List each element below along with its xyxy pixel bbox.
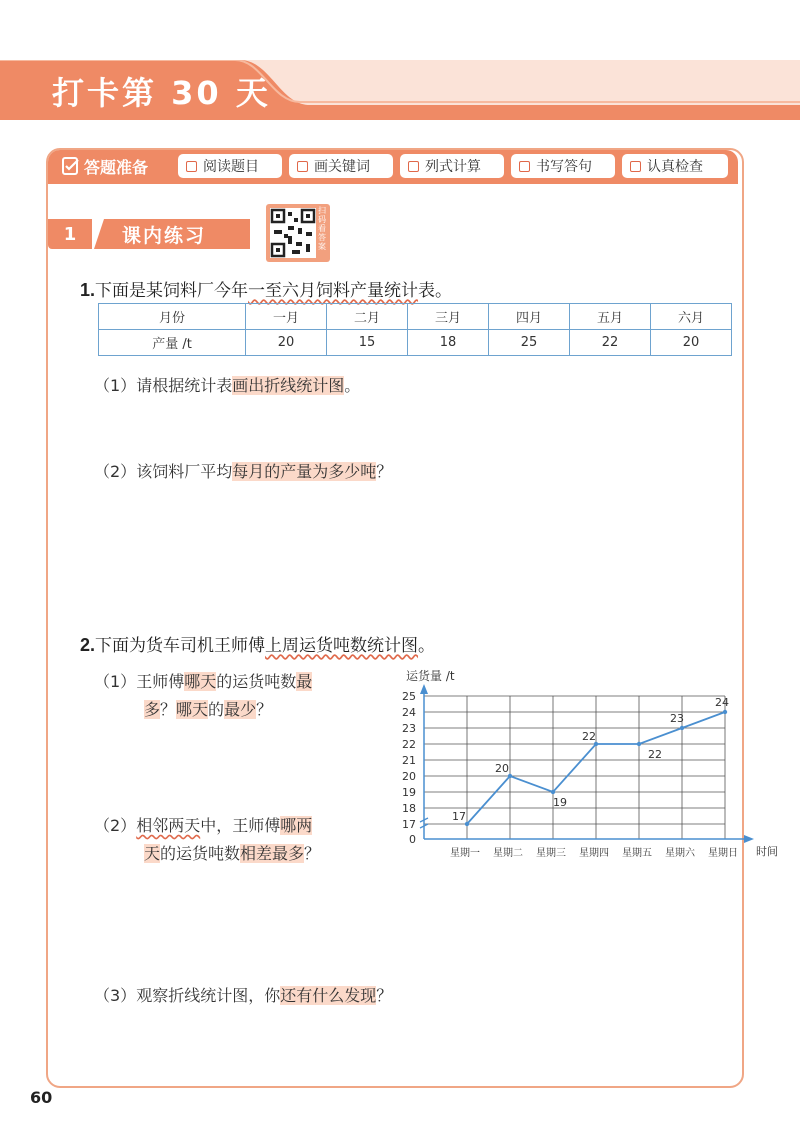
prep-step-label: 画关键词 — [314, 159, 370, 175]
data-point — [680, 726, 684, 730]
table-cell: 20 — [246, 330, 327, 356]
sub-text-end: ？ — [376, 462, 393, 481]
prep-step-label: 认真检查 — [647, 159, 703, 175]
sub-keyword: 最 — [296, 672, 313, 691]
table-cell: 二月 — [327, 304, 408, 330]
sub-keyword: 哪天 — [184, 672, 217, 691]
page-number: 60 — [30, 1088, 53, 1107]
sub-text: 请根据统计表 — [136, 376, 233, 395]
y-tick-label: 21 — [402, 754, 416, 767]
prep-step-label: 书写答句 — [536, 159, 592, 175]
y-tick-label: 23 — [402, 722, 416, 735]
sub-number: （2） — [94, 816, 137, 835]
prep-step-check — [622, 154, 728, 178]
sub-number: （1） — [94, 672, 137, 691]
table-cell: 三月 — [408, 304, 489, 330]
y-tick-label: 18 — [402, 802, 416, 815]
x-tick-label: 星期一 — [450, 848, 480, 859]
sub-text: 该饲料厂平均 — [136, 462, 233, 481]
data-labels — [452, 696, 729, 823]
sub-text-end: 。 — [344, 376, 361, 395]
sub-text-end: ？ — [256, 700, 273, 719]
q2-number: 2. — [80, 635, 96, 655]
checkbox-icon — [408, 161, 419, 172]
table-cell: 四月 — [489, 304, 570, 330]
prep-step-read — [178, 154, 282, 178]
data-point — [723, 710, 727, 714]
sub-number: （3） — [94, 986, 137, 1005]
sub-text-end: ？ — [304, 844, 321, 863]
q2-sub2 — [94, 812, 394, 868]
prep-title: 答题准备 — [84, 158, 149, 177]
sub-text: 的运货吨数 — [160, 844, 241, 863]
checkbox-icon — [297, 161, 308, 172]
sub-keyword: 还有什么发现 — [280, 986, 377, 1005]
prep-step-label: 阅读题目 — [203, 159, 259, 175]
x-tick-labels — [450, 846, 738, 859]
qr-caption: 扫码看答案 — [318, 206, 326, 251]
x-tick-label: 星期日 — [708, 848, 738, 859]
x-tick-label: 星期四 — [579, 848, 609, 859]
table-row — [99, 330, 732, 356]
y-tick-label: 0 — [409, 833, 416, 846]
sub-text: 观察折线统计图，你 — [136, 986, 281, 1005]
sub-keyword: 多 — [144, 700, 161, 719]
q2-sub1 — [94, 668, 394, 724]
sub-number: （2） — [94, 462, 137, 481]
q2-sub3 — [94, 982, 392, 1010]
sub-text: 的 — [208, 700, 225, 719]
sub-keyword: 每月的产量为多少吨 — [232, 462, 377, 481]
y-tick-label: 24 — [402, 706, 416, 719]
chart-axes — [420, 684, 754, 843]
sub-text: ？ — [160, 700, 177, 719]
x-axis-label: 时间 — [756, 845, 778, 858]
qr-pattern-icon — [270, 208, 316, 258]
table-cell: 25 — [489, 330, 570, 356]
page-title: 打卡第 30 天 — [52, 74, 271, 112]
sub-text: 的运货吨数 — [216, 672, 297, 691]
sub-keyword: 相差最多 — [240, 844, 305, 863]
data-label: 22 — [582, 730, 596, 743]
x-axis-arrow-icon — [744, 835, 754, 843]
data-label: 17 — [452, 810, 466, 823]
table-cell: 18 — [408, 330, 489, 356]
sub-text: 中，王师傅 — [200, 816, 281, 835]
checklist-icon — [60, 155, 82, 177]
data-point — [551, 790, 555, 794]
y-tick-label: 20 — [402, 770, 416, 783]
sub-number: （1） — [94, 376, 137, 395]
table-cell: 五月 — [570, 304, 651, 330]
prep-step-answer — [511, 154, 615, 178]
sub-keyword: 哪两 — [280, 816, 313, 835]
production-table — [98, 303, 732, 356]
x-tick-label: 星期五 — [622, 848, 652, 859]
section-number: 1 — [48, 219, 92, 249]
data-label: 22 — [648, 748, 662, 761]
table-cell: 产量 /t — [99, 330, 246, 356]
table-cell: 22 — [570, 330, 651, 356]
table-cell: 六月 — [651, 304, 732, 330]
y-tick-label: 25 — [402, 690, 416, 703]
q1-number: 1. — [80, 280, 96, 300]
q2-title — [80, 631, 435, 656]
sub-keyword: 画出折线统计图 — [232, 376, 345, 395]
q1-sub2 — [94, 458, 392, 486]
sub-keyword: 最少 — [224, 700, 257, 719]
y-axis-label: 运货量 /t — [406, 669, 455, 683]
table-cell: 20 — [651, 330, 732, 356]
sub-keyword: 哪天 — [176, 700, 209, 719]
y-tick-label: 19 — [402, 786, 416, 799]
data-label: 24 — [715, 696, 729, 709]
q1-text: 下面是某饲料厂今年 — [95, 281, 249, 301]
y-tick-labels — [402, 690, 416, 846]
data-point — [637, 742, 641, 746]
q1-title — [80, 276, 452, 301]
prep-step-keywords — [289, 154, 393, 178]
prep-step-calc — [400, 154, 504, 178]
checkbox-icon — [186, 161, 197, 172]
y-axis-arrow-icon — [420, 684, 428, 694]
x-tick-label: 星期六 — [665, 848, 695, 859]
freight-line-chart — [380, 662, 790, 872]
q1-sub1 — [94, 372, 360, 400]
table-cell: 15 — [327, 330, 408, 356]
table-cell: 月份 — [99, 304, 246, 330]
q2-keyword: 上周运货吨数统计图 — [265, 636, 419, 656]
q2-text-end: 。 — [418, 636, 436, 656]
data-label: 20 — [495, 762, 509, 775]
sub-keyword-wavy: 相邻两天 — [136, 816, 201, 835]
q1-text-end: 表。 — [418, 281, 453, 301]
checkbox-icon — [519, 161, 530, 172]
y-tick-label: 22 — [402, 738, 416, 751]
prep-step-label: 列式计算 — [425, 159, 481, 175]
x-tick-label: 星期二 — [493, 848, 523, 859]
sub-text-end: ？ — [376, 986, 393, 1005]
x-tick-label: 星期三 — [536, 848, 566, 859]
y-tick-label: 17 — [402, 818, 416, 831]
data-label: 23 — [670, 712, 684, 725]
q2-text: 下面为货车司机王师傅 — [95, 636, 266, 656]
sub-text: 王师傅 — [136, 672, 185, 691]
table-cell: 一月 — [246, 304, 327, 330]
section-title: 课内练习 — [122, 225, 207, 247]
sub-keyword: 天 — [144, 844, 161, 863]
data-label: 19 — [553, 796, 567, 809]
q1-keyword: 一至六月饲料产量统计 — [248, 281, 419, 301]
checkbox-icon — [630, 161, 641, 172]
table-header-row — [99, 304, 732, 330]
